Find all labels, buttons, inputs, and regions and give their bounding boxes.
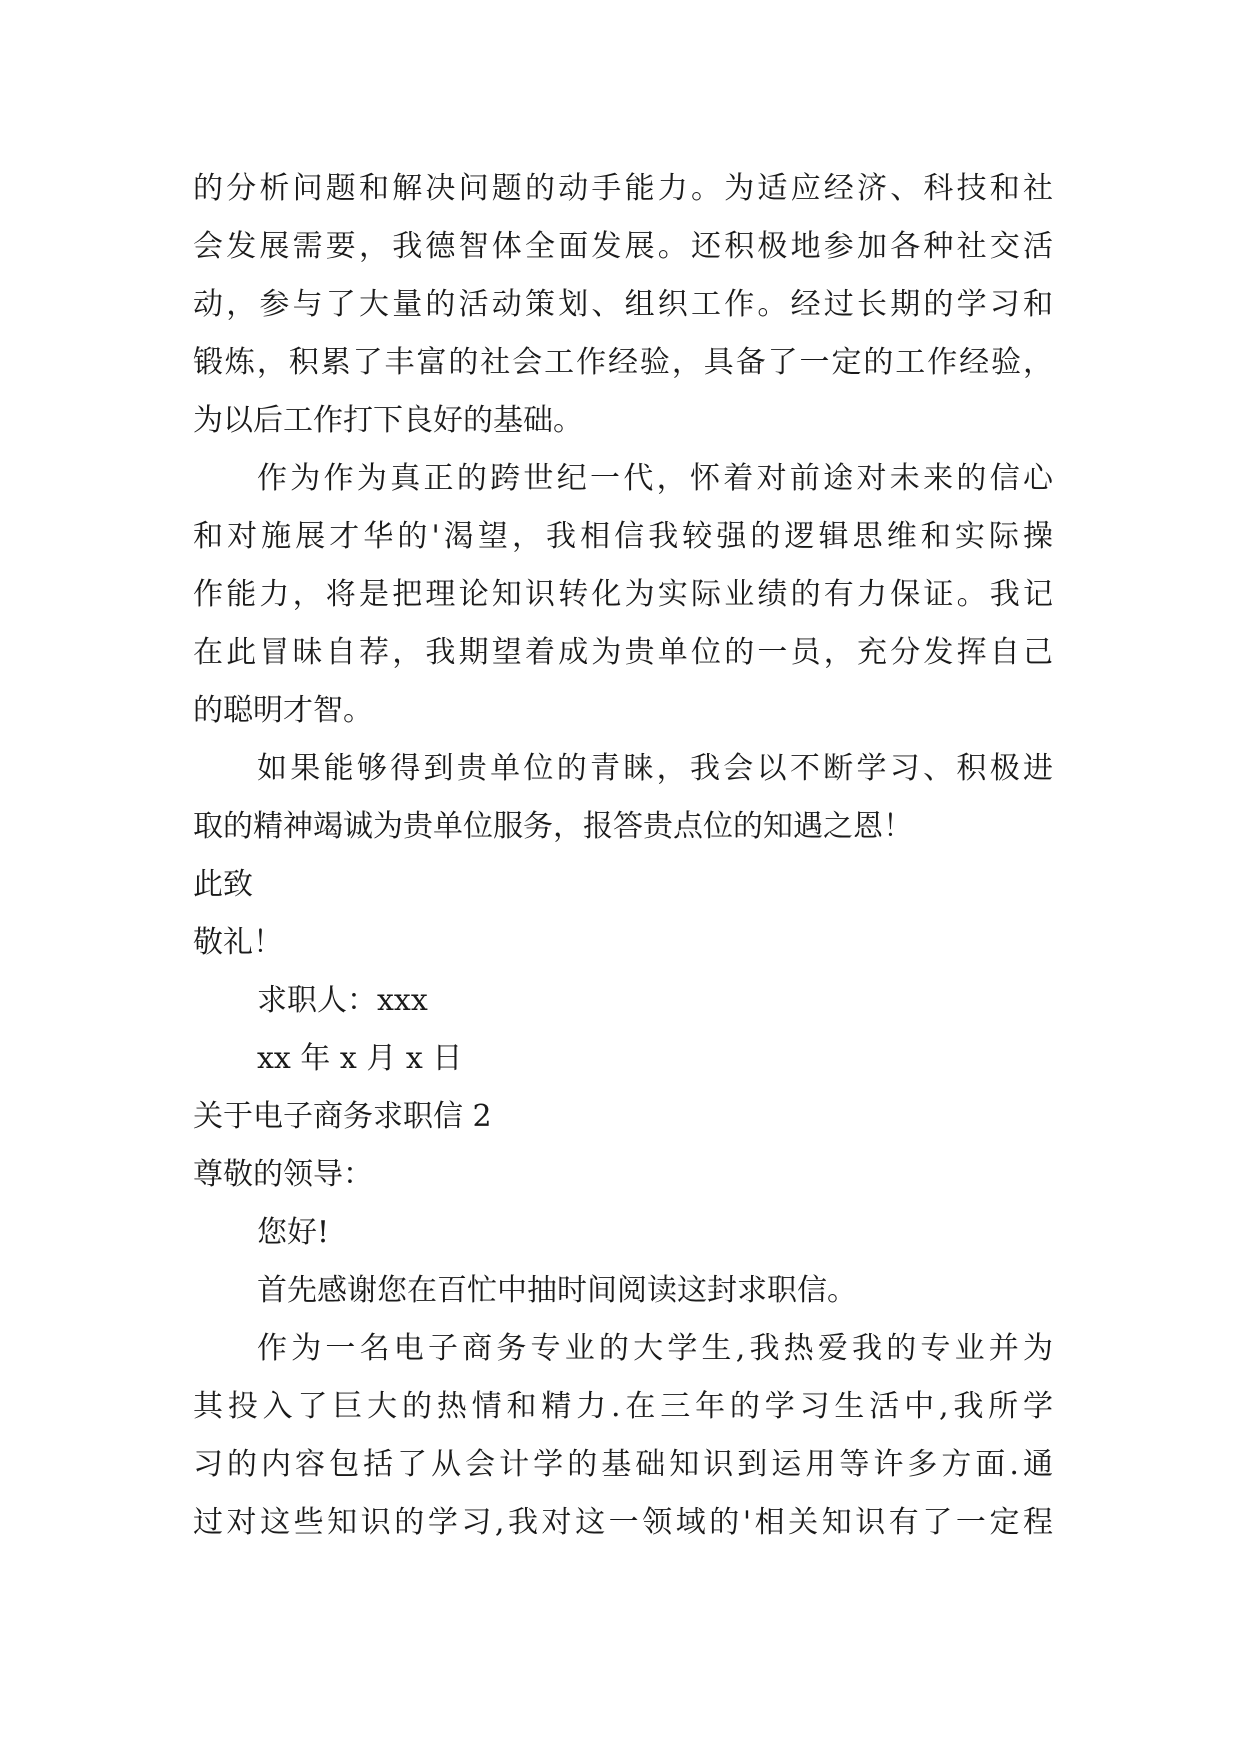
- closing-salutation: 此致: [193, 867, 253, 902]
- paragraph-line: 动，参与了大量的活动策划、组织工作。经过长期的学习和: [193, 287, 1053, 322]
- paragraph-line: 作为一名电子商务专业的大学生,我热爱我的专业并为: [257, 1331, 1053, 1366]
- paragraph-line: 首先感谢您在百忙中抽时间阅读这封求职信。: [257, 1273, 857, 1308]
- paragraph-line: 作能力，将是把理论知识转化为实际业绩的有力保证。我记: [193, 577, 1053, 612]
- paragraph-line: 作为作为真正的跨世纪一代，怀着对前途对未来的信心: [257, 461, 1053, 496]
- paragraph-line: 过对这些知识的学习,我对这一领域的'相关知识有了一定程: [193, 1505, 1053, 1540]
- paragraph-line: 习的内容包括了从会计学的基础知识到运用等许多方面.通: [193, 1447, 1053, 1482]
- paragraph-line: 的聪明才智。: [193, 693, 373, 728]
- greeting-recipient: 尊敬的领导：: [193, 1157, 373, 1192]
- section-title: 关于电子商务求职信 2: [193, 1099, 492, 1134]
- paragraph-line: 会发展需要，我德智体全面发展。还积极地参加各种社交活: [193, 229, 1053, 264]
- paragraph-line: 锻炼，积累了丰富的社会工作经验，具备了一定的工作经验，: [193, 345, 1053, 380]
- paragraph-line: 在此冒昧自荐，我期望着成为贵单位的一员，充分发挥自己: [193, 635, 1053, 670]
- paragraph-line: 如果能够得到贵单位的青睐，我会以不断学习、积极进: [257, 751, 1053, 786]
- closing-regards: 敬礼！: [193, 925, 283, 960]
- applicant-signature: 求职人：xxx: [257, 983, 428, 1018]
- paragraph-line: 的分析问题和解决问题的动手能力。为适应经济、科技和社: [193, 171, 1053, 206]
- paragraph-line: 为以后工作打下良好的基础。: [193, 403, 583, 438]
- paragraph-line: 其投入了巨大的热情和精力.在三年的学习生活中,我所学: [193, 1389, 1053, 1424]
- letter-date: xx 年 x 月 x 日: [257, 1041, 463, 1076]
- letter-page: [193, 160, 1053, 1552]
- greeting: 您好!: [257, 1215, 330, 1250]
- paragraph-line: 和对施展才华的'渴望，我相信我较强的逻辑思维和实际操: [193, 519, 1053, 554]
- paragraph-line: 取的精神竭诚为贵单位服务，报答贵点位的知遇之恩！: [193, 809, 913, 844]
